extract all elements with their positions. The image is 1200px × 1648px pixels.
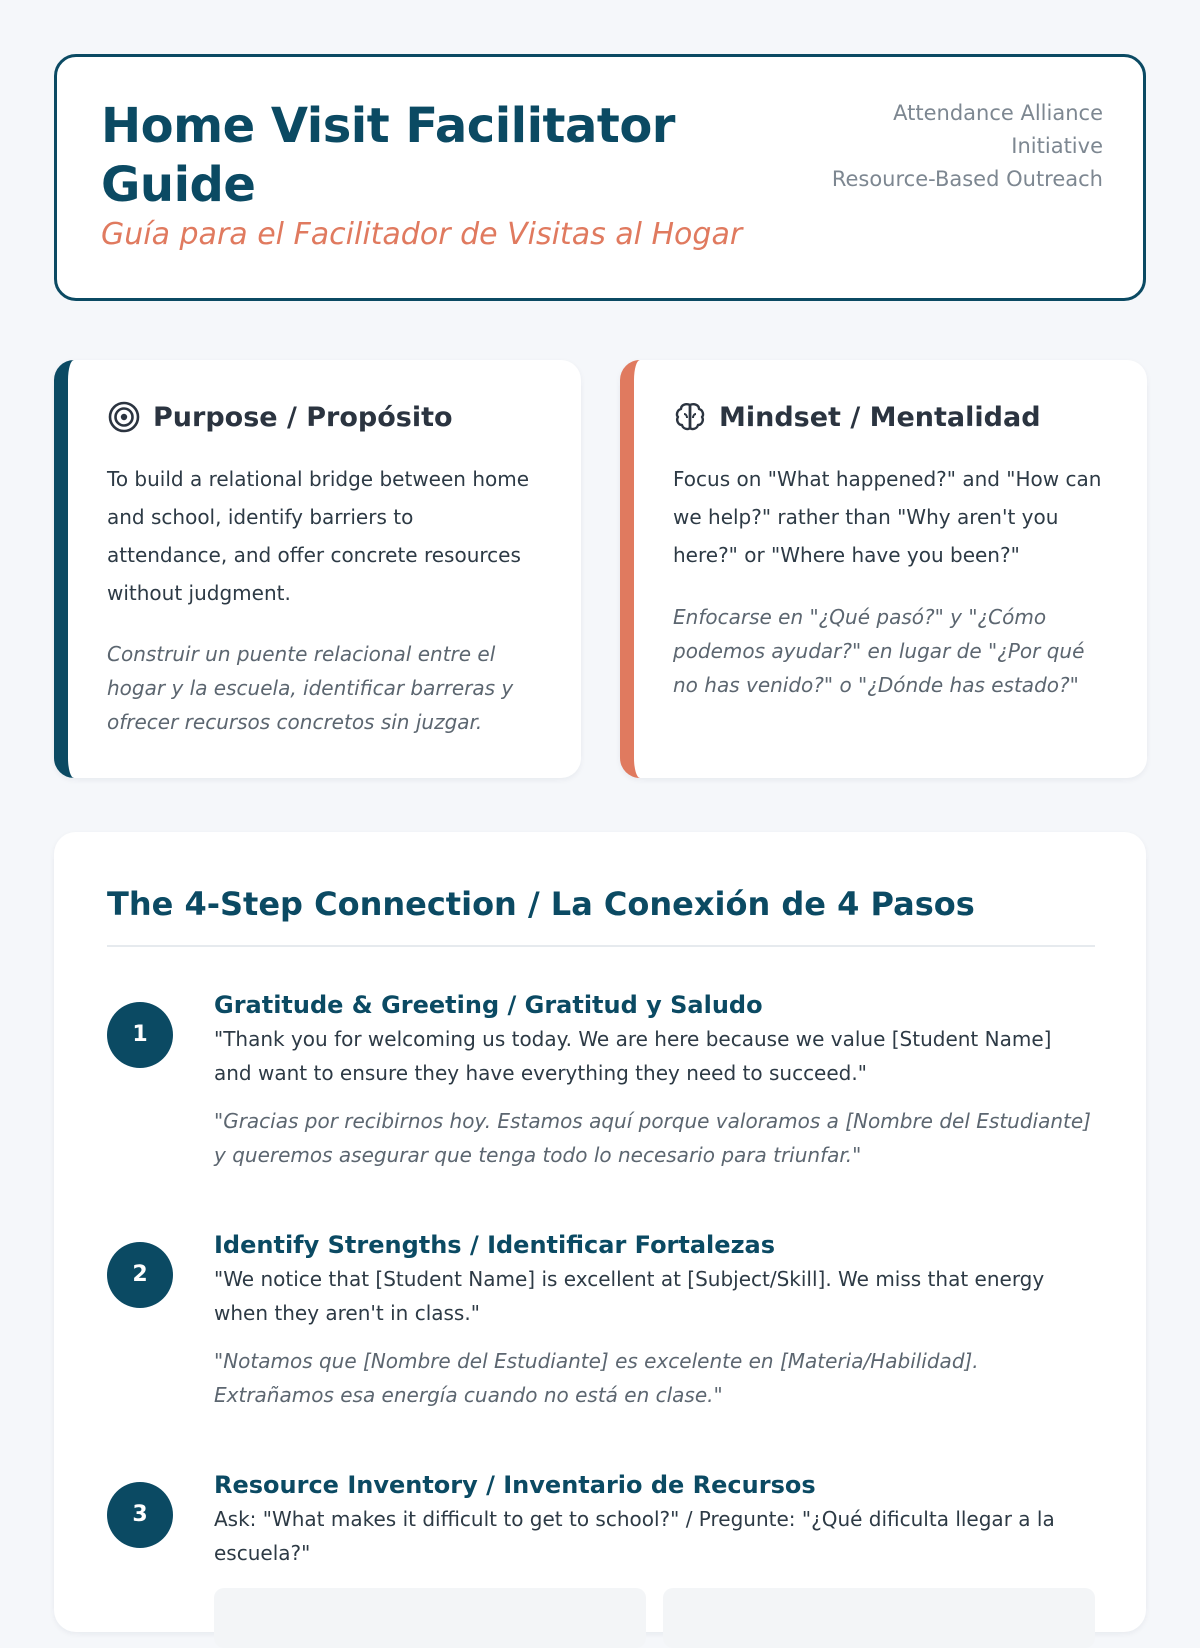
resource-boxes [214, 1588, 1095, 1648]
purpose-card [54, 360, 581, 778]
mindset-text-es: Enfocarse en "¿Qué pasó?" y "¿Cómo podemos ayudar?" en lugar de "¿Por qué no has venido?" o "¿Dónde has estado?" [673, 605, 1085, 697]
organization-name-line2: Initiative [1011, 134, 1103, 158]
mindset-header [673, 400, 1041, 434]
steps-divider [107, 945, 1095, 947]
step-text-es: "Gracias por recibirnos hoy. Estamos aquí porque valoramos a [Nombre del Estudiante] y queremos asegurar que tenga todo lo necesario para triunfar." [214, 1109, 1091, 1167]
step-title: Resource Inventory / Inventario de Recursos [214, 1471, 816, 1499]
header-card [54, 54, 1146, 301]
steps-title: The 4-Step Connection / La Conexión de 4 Pasos [107, 885, 975, 923]
step-number-badge: 2 [107, 1242, 173, 1308]
purpose-text-en: To build a relational bridge between home and school, identify barriers to attendance, and offer concrete resources without judgment. [107, 467, 530, 605]
brain-icon [673, 400, 707, 434]
step-number-badge: 3 [107, 1482, 173, 1548]
page-subtitle: Guía para el Facilitador de Visitas al Hogar [101, 217, 743, 252]
mindset-title: Mindset / Mentalidad [719, 401, 1041, 433]
step-text-en: Ask: "What makes it difficult to get to school?" / Pregunte: "¿Qué dificulta llegar a la escuela?" [214, 1507, 1055, 1565]
purpose-text-es: Construir un puente relacional entre el hogar y la escuela, identificar barreras y ofrecer recursos concretos sin juzgar. [107, 642, 514, 734]
step-number-badge: 1 [107, 1002, 173, 1068]
target-icon [107, 400, 141, 434]
mindset-text-en: Focus on "What happened?" and "How can we help?" rather than "Why aren't you here?" or "Where have you been?" [673, 467, 1102, 567]
resource-box [214, 1588, 646, 1648]
page-title: Home Visit Facilitator Guide [101, 98, 675, 213]
step-title: Identify Strengths / Identificar Fortalezas [214, 1231, 776, 1259]
mindset-card [620, 360, 1147, 778]
step-title: Gratitude & Greeting / Gratitud y Saludo [214, 991, 763, 1019]
steps-card [54, 832, 1146, 1632]
resource-box [663, 1588, 1095, 1648]
purpose-title: Purpose / Propósito [153, 401, 453, 433]
organization-name-line1: Attendance Alliance [893, 101, 1103, 125]
step-text-en: "Thank you for welcoming us today. We are here because we value [Student Name] and want to ensure they have everything they need to succeed." [214, 1027, 1052, 1085]
purpose-header [107, 400, 453, 434]
step-text-es: "Notamos que [Nombre del Estudiante] es excelente en [Materia/Habilidad]. Extrañamos esa energía cuando no está en clase." [214, 1349, 979, 1407]
step-text-en: "We notice that [Student Name] is excellent at [Subject/Skill]. We miss that energy when they aren't in class." [214, 1267, 1045, 1325]
organization-info [803, 97, 1103, 196]
organization-program: Resource-Based Outreach [831, 167, 1103, 191]
